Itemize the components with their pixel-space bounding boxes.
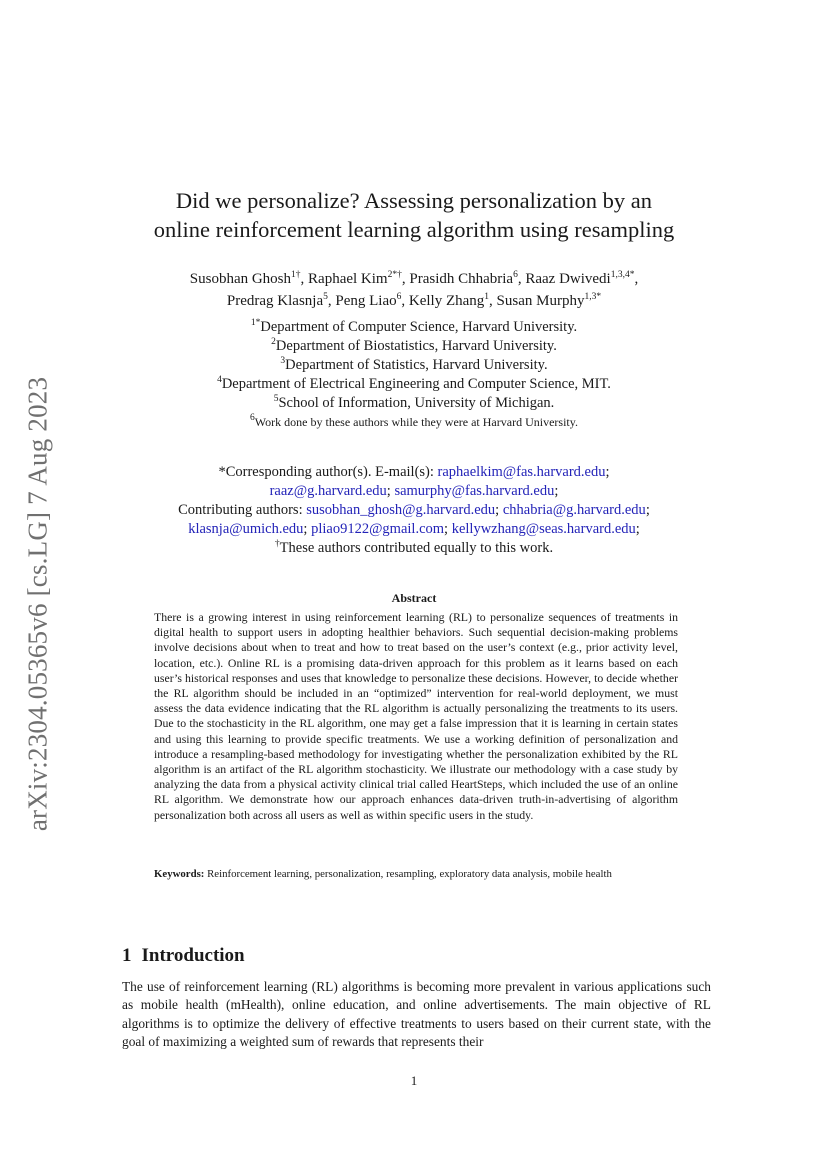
author-affiliation-mark: 1,3,4*	[610, 270, 635, 280]
author-affiliation-mark: 2*†	[387, 270, 402, 280]
arxiv-identifier: arXiv:2304.05365v6 [cs.LG] 7 Aug 2023	[22, 376, 53, 832]
author-affiliation-mark: 1,3*	[584, 292, 602, 302]
author-affiliation-mark: 5	[323, 292, 328, 302]
affiliation	[0, 375, 828, 394]
author-separator: ,	[327, 293, 336, 309]
affiliation-text: Work done by these authors while they were at Harvard University.	[254, 415, 578, 429]
affiliation-mark: 6	[250, 413, 255, 423]
keywords	[154, 868, 678, 882]
affiliation-text: Department of Computer Science, Harvard University.	[260, 319, 578, 335]
author-separator: ,	[517, 271, 526, 287]
affiliation	[0, 356, 828, 375]
author-name: Kelly Zhang	[408, 293, 485, 309]
page-number: 1	[410, 1073, 418, 1088]
email-link[interactable]: raaz@g.harvard.edu	[269, 483, 387, 499]
author-affiliation-mark: 1	[484, 292, 490, 302]
title-line-1: Did we personalize? Assessing personalization by an	[175, 188, 653, 213]
affiliation	[0, 394, 828, 413]
author-name: Peng Liao	[335, 293, 397, 309]
author-affiliation-mark: 1†	[291, 270, 301, 280]
author-name: Prasidh Chhabria	[409, 271, 514, 287]
author-list	[0, 268, 828, 312]
author-separator: ,	[489, 293, 497, 309]
abstract-heading: Abstract	[391, 591, 437, 605]
email-link[interactable]: susobhan_ghosh@g.harvard.edu	[306, 502, 496, 518]
author-name: Raphael Kim	[308, 271, 388, 287]
email-link[interactable]: kellywzhang@seas.harvard.edu	[451, 521, 636, 537]
affiliation-mark: 5	[273, 394, 279, 404]
email-link[interactable]: samurphy@fas.harvard.edu	[394, 483, 555, 499]
paper-title	[0, 186, 828, 244]
abstract-text: There is a growing interest in using reinforcement learning (RL) to personalize sequences of treatments in digital health to support users in adopting healthier behaviors. Such sequential decision-making problems involve decisions about when to treat and how to treat based on the user’s context (e.g., prior activity level, location, etc.). Online RL is a promising data-driven approach for this problem as it learns based on each user’s historical responses and uses that knowledge to personalize these decisions. However, to decide whether the RL algorithm should be included in an “optimized” intervention for real-world deployment, we must assess the data evidence indicating that the RL algorithm is actually personalizing the treatments to its users. Due to the stochasticity in the RL algorithm, one may get a false impression that it is learning in certain states and using this learning to provide specific treatments. We use a working definition of personalization and introduce a resampling-based methodology for investigating whether the personalization exhibited by the RL algorithm is an artifact of the RL algorithm stochasticity. We illustrate our methodology with a case study by analyzing the data from a physical activity clinical trial called HeartSteps, which included the use of an online RL algorithm. We demonstrate how our approach enhances data-driven truth-in-advertising of algorithm personalization both across all users as well as within specific users in the study.	[154, 610, 678, 822]
title-line-2: online reinforcement learning algorithm using resampling	[153, 217, 675, 242]
email-link[interactable]: pliao9122@gmail.com	[311, 521, 445, 537]
corresponding-line-2: raaz@g.harvard.edu; samurphy@fas.harvard.edu;	[269, 483, 559, 499]
author-affiliation-mark: 6	[396, 292, 402, 302]
section-number: 1	[122, 945, 132, 966]
email-link[interactable]: raphaelkim@fas.harvard.edu	[437, 464, 606, 480]
affiliation-text: Department of Electrical Engineering and Computer Science, MIT.	[221, 376, 611, 392]
email-link[interactable]: klasnja@umich.edu	[188, 521, 304, 537]
affiliation	[0, 318, 828, 337]
affiliation-text: Department of Statistics, Harvard University.	[285, 357, 548, 373]
affiliation-mark: 3	[280, 356, 286, 366]
dagger-mark: †	[274, 539, 280, 549]
corresponding-label: *Corresponding author(s). E-mail(s):	[218, 464, 438, 480]
affiliation-list	[0, 318, 828, 432]
author-affiliation-mark: 6	[513, 270, 518, 280]
contributing-label: Contributing authors:	[178, 502, 307, 518]
contributing-line-2: klasnja@umich.edu; pliao9122@gmail.com; kellywzhang@seas.harvard.edu;	[188, 521, 640, 537]
affiliation-mark: 4	[217, 375, 222, 385]
author-line-2	[0, 290, 828, 312]
author-separator: ,	[634, 271, 639, 287]
author-separator: ,	[300, 271, 309, 287]
equal-contribution-text: These authors contributed equally to this work.	[279, 540, 554, 556]
author-name: Susobhan Ghosh	[189, 271, 292, 287]
author-separator: ,	[401, 271, 410, 287]
affiliation-mark: 1*	[250, 318, 261, 328]
author-name: Raaz Dwivedi	[525, 271, 611, 287]
equal-contribution-note	[0, 539, 828, 558]
author-name: Predrag Klasnja	[226, 293, 324, 309]
affiliation	[0, 337, 828, 356]
author-separator: ,	[401, 293, 409, 309]
affiliation-text: Department of Biostatistics, Harvard University.	[275, 338, 557, 354]
author-name: Susan Murphy	[496, 293, 585, 309]
introduction-text: The use of reinforcement learning (RL) algorithms is becoming more prevalent in various applications such as mobile health (mHealth), online education, and online advertisements. The main objective of RL algorithms is to optimize the delivery of effective treatments to users based on their current state, with the goal of maximizing a weighted sum of rewards that represents their	[122, 979, 711, 1049]
contributing-line: Contributing authors: susobhan_ghosh@g.harvard.edu; chhabria@g.harvard.edu;	[178, 502, 650, 518]
corresponding-line: *Corresponding author(s). E-mail(s): raphaelkim@fas.harvard.edu;	[218, 464, 610, 480]
section-heading	[122, 945, 245, 967]
keywords-text: Reinforcement learning, personalization, resampling, exploratory data analysis, mobile health	[204, 868, 612, 880]
affiliation-mark: 2	[271, 337, 276, 347]
affiliation-text: School of Information, University of Michigan.	[278, 395, 555, 411]
author-line-1	[0, 268, 828, 290]
email-link[interactable]: chhabria@g.harvard.edu	[502, 502, 646, 518]
affiliation	[0, 413, 828, 432]
keywords-label: Keywords:	[154, 868, 205, 880]
section-title: Introduction	[141, 945, 245, 966]
contact-block	[0, 463, 828, 558]
